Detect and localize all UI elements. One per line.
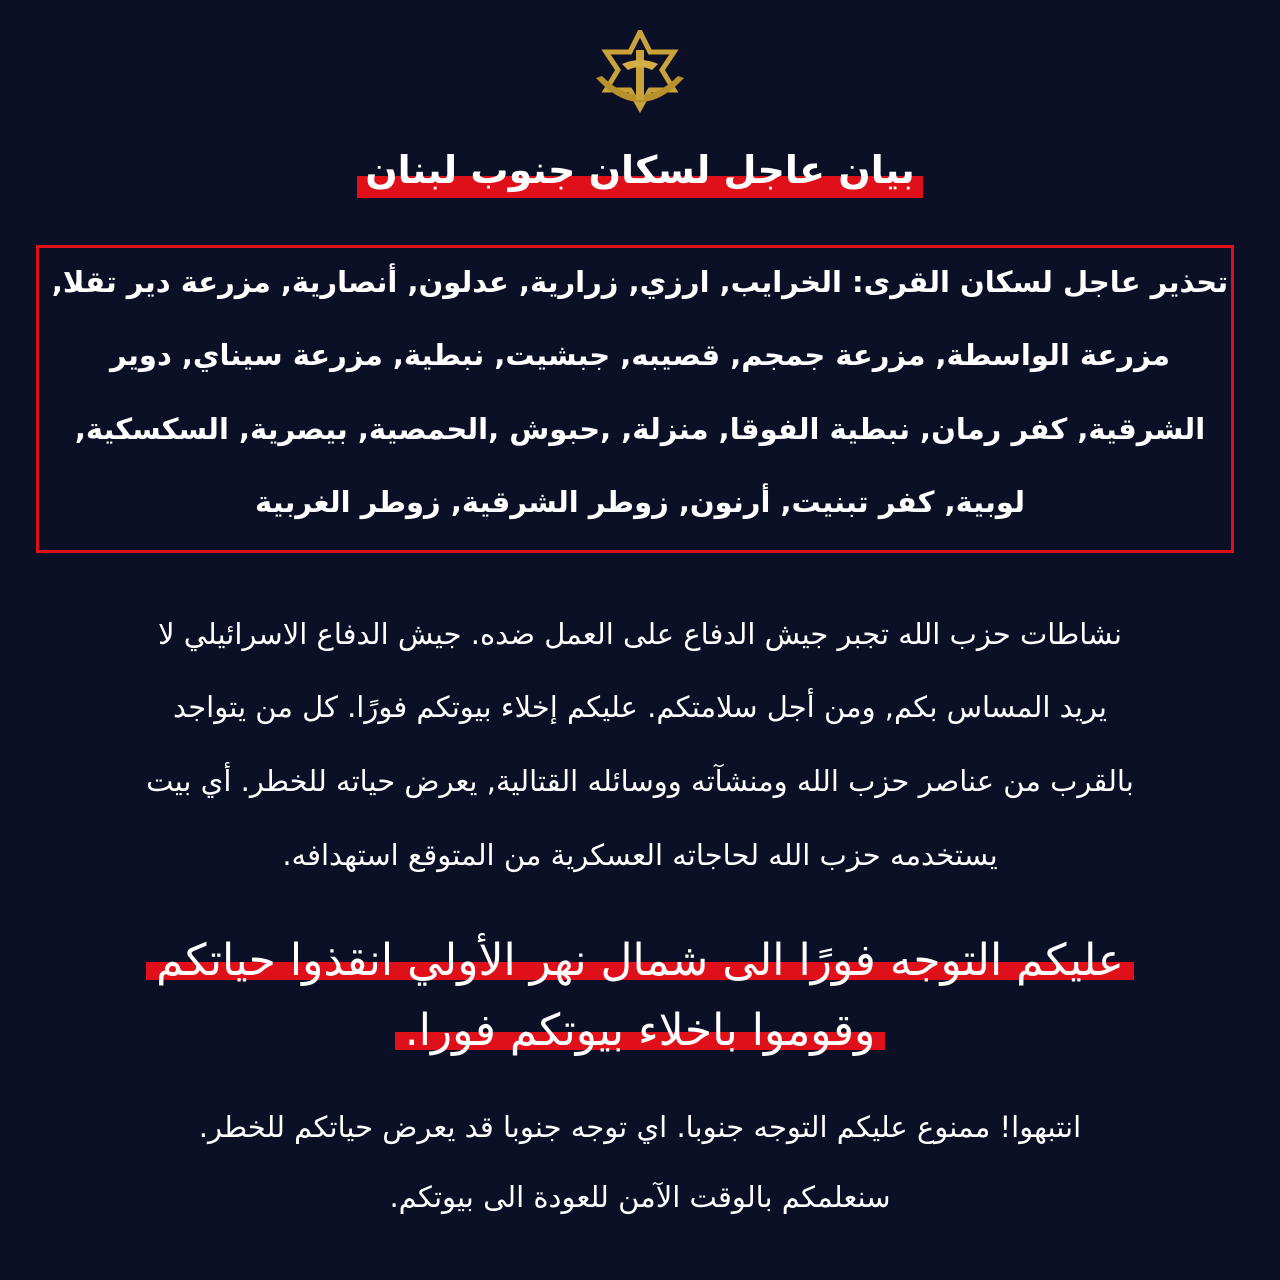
warning-line: الشرقية, كفر رمان, نبطية الفوقا, منزلة, ,حبوش ,الحمصية, بيصرية, السكسكية, bbox=[74, 412, 1206, 446]
headline-line: وقوموا باخلاء بيوتكم فورا. bbox=[395, 1005, 886, 1056]
warning-line: لوبية, كفر تبنيت, أرنون, زوطر الشرقية, زوطر الغربية bbox=[255, 485, 1025, 519]
body-line: بالقرب من عناصر حزب الله ومنشآته ووسائله القتالية, يعرض حياته للخطر. أي بيت bbox=[146, 764, 1134, 798]
warning-line: مزرعة الواسطة, مزرعة جمجم, قصيبه, جبشيت, نبطية, مزرعة سيناي, دوير bbox=[109, 338, 1171, 372]
body-line: يستخدمه حزب الله لحاجاته العسكرية من المتوقع استهدافه. bbox=[282, 838, 998, 872]
headline-line: عليكم التوجه فورًا الى شمال نهر الأولي انقذوا حياتكم bbox=[146, 935, 1134, 986]
warning-line: تحذير عاجل لسكان القرى: الخرايب, ارزي, زرارية, عدلون, أنصارية, مزرعة دير تقلا, bbox=[51, 265, 1229, 299]
footer-line: انتبهوا! ممنوع عليكم التوجه جنوبا. اي توجه جنوبا قد يعرض حياتكم للخطر. bbox=[198, 1110, 1082, 1144]
footer-line: سنعلمكم بالوقت الآمن للعودة الى بيوتكم. bbox=[389, 1180, 891, 1214]
idf-emblem-logo bbox=[592, 30, 688, 116]
body-line: يريد المساس بكم, ومن أجل سلامتكم. عليكم إخلاء بيوتكم فورًا. كل من يتواجد bbox=[173, 690, 1107, 724]
page-title: بيان عاجل لسكان جنوب لبنان bbox=[357, 140, 923, 200]
body-line: نشاطات حزب الله تجبر جيش الدفاع على العمل ضده. جيش الدفاع الاسرائيلي لا bbox=[158, 617, 1122, 651]
